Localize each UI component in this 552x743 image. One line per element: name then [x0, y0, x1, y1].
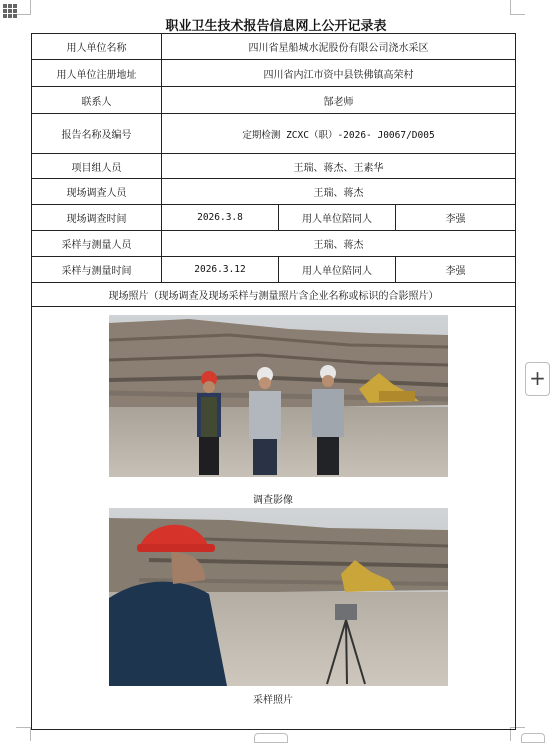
employer-address-value: 四川省内江市资中县铁佛镇高荣村 — [162, 60, 516, 87]
label-cell: 用人单位陪同人 — [279, 205, 396, 231]
sampling-time-value: 2026.3.12 — [162, 257, 279, 283]
table-row — [32, 114, 516, 154]
label-cell: 用人单位名称 — [32, 34, 162, 60]
label-cell: 现场调查时间 — [32, 205, 162, 231]
document-title: 职业卫生技术报告信息网上公开记录表 — [165, 19, 387, 34]
survey-photo-caption: 调查影像 — [253, 495, 293, 506]
escort-value: 李强 — [396, 257, 516, 283]
employer-name-value: 四川省星船城水泥股份有限公司浇水采区 — [162, 34, 516, 60]
site-survey-staff-value: 王瑞、蒋杰 — [162, 179, 516, 205]
label-cell: 项目组人员 — [32, 154, 162, 179]
label-cell: 用人单位注册地址 — [32, 60, 162, 87]
project-members-value: 王瑞、蒋杰、王素华 — [162, 154, 516, 179]
page-corner-mark — [16, 727, 31, 741]
record-table — [31, 33, 516, 730]
page-nav-tab[interactable] — [254, 733, 288, 743]
label-cell: 用人单位陪同人 — [279, 257, 396, 283]
table-row — [32, 205, 516, 231]
page-nav-tab[interactable] — [521, 733, 545, 743]
page-corner-mark — [16, 0, 31, 15]
photos-header: 现场照片（现场调查及现场采样与测量照片含企业名称或标识的合影照片） — [32, 283, 516, 307]
label-cell: 采样与测量时间 — [32, 257, 162, 283]
label-cell: 采样与测量人员 — [32, 231, 162, 257]
table-row — [32, 179, 516, 205]
table-row — [32, 87, 516, 114]
sampling-photo — [109, 508, 448, 686]
label-cell: 联系人 — [32, 87, 162, 114]
label-cell: 报告名称及编号 — [32, 114, 162, 154]
label-cell: 现场调查人员 — [32, 179, 162, 205]
page-corner-mark — [510, 0, 525, 15]
photos-cell — [32, 307, 516, 730]
contact-value: 郜老师 — [162, 87, 516, 114]
table-row — [32, 60, 516, 87]
survey-photo — [109, 315, 448, 477]
table-row — [32, 231, 516, 257]
table-row — [32, 283, 516, 307]
table-row — [32, 307, 516, 730]
report-value: 定期检测 ZCXC（职）-2026- J0067/D005 — [162, 114, 516, 154]
escort-value: 李强 — [396, 205, 516, 231]
site-survey-time-value: 2026.3.8 — [162, 205, 279, 231]
plus-icon[interactable]: + — [525, 362, 550, 396]
table-row — [32, 154, 516, 179]
table-row — [32, 34, 516, 60]
table-row — [32, 257, 516, 283]
sampling-photo-caption: 采样照片 — [253, 695, 293, 706]
sampling-staff-value: 王瑞、蒋杰 — [162, 231, 516, 257]
